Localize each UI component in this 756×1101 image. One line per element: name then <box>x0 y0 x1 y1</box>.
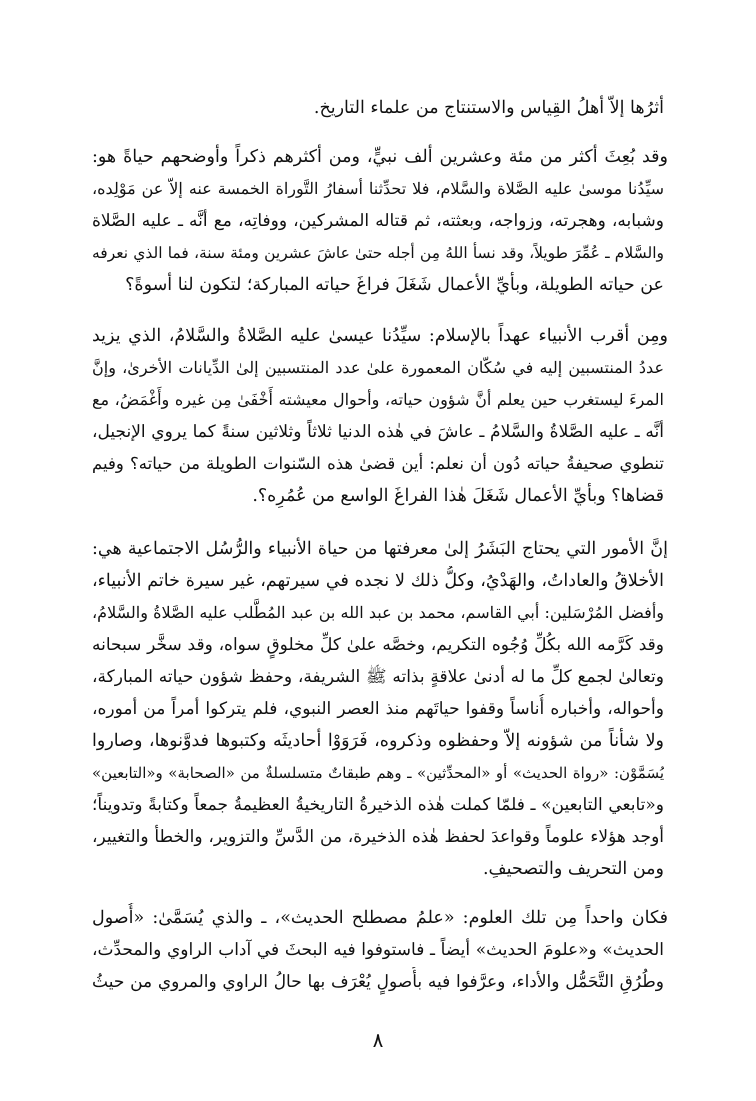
text-line: وأحواله، وأخباره أُناساً وقفوا حياتَهم منذ العصر النبوي، فلم يتركوا أمراً من أموره، <box>92 699 664 719</box>
text-line: ومِن أقرب الأنبياء عهداً بالإسلام: سيِّدُنا عيسىٰ عليه الصَّلاةُ والسَّلامُ، الذي يزيد <box>92 326 668 346</box>
text-line: المرءَ ليستغرب حين يعلم أنَّ شؤون حياته، وأحوال معيشته أَخْفَىٰ مِن غيره وأَغْمَضُ، مع <box>92 390 664 409</box>
text-line: عددُ المنتسبين إليه في سُكّان المعمورة علىٰ عدد المنتسبين إلىٰ الدِّيانات الأخرىٰ، وإنَّ <box>92 358 664 377</box>
text-line: وطُرُقِ التَّحَمُّل والأداء، وعرَّفوا فيه بأُصولٍ يُعْرَف بها حالُ الراوي والمروي من حيثُ <box>92 972 664 992</box>
text-line: فكان واحداً مِن تلك العلوم: «علمُ مصطلح الحديث»، ـ والذي يُسَمَّىٰ: «أُصول <box>92 908 668 928</box>
text-line: وتعالىٰ لجمع كلِّ ما له أدنىٰ علاقةٍ بذاته ﷺ الشريفة، وحفظ شؤون حياته المباركة، <box>92 667 664 687</box>
text-line: ومن التحريف والتصحيفِ. <box>482 859 664 879</box>
text-line: الأخلاقُ والعاداتُ، والهَدْيُ، وكلُّ ذلك لا نجده في سيرتهم، غير سيرة خاتم الأنبياء، <box>92 571 664 591</box>
text-line: أوجد هؤلاء علوماً وقواعدَ لحفظ هٰذه الذخيرة، من الدَّسِّ والتزوير، والخطأ والتغيير، <box>92 827 664 847</box>
text-line: قضاها؟ وبأيِّ الأعمال شَغَلَ هٰذا الفراغَ الواسع من عُمُرِه؟. <box>252 486 664 506</box>
page-number: ٨ <box>372 1028 384 1052</box>
text-line: سيِّدُنا موسىٰ عليه الصَّلاة والسَّلام، فلا تحدِّثنا أسفارُ التَّوراة الخمسة عنه إلاّ عن مَوْلِده، <box>92 179 664 198</box>
text-line: وقد كَرَّمه الله بكُلِّ وُجُوه التكريم، وخصَّه علىٰ كلِّ مخلوقٍ سواه، وقد سخَّر سبحانه <box>92 635 664 655</box>
text-line: تنطوي صحيفةُ حياته دُون أن نعلم: أين قضىٰ هذه السّنوات الطويلة من حياته؟ وفيم <box>92 454 664 473</box>
text-line: والسَّلام ـ عُمِّرَ طويلاً، وقد نسأ اللهُ مِن أجله حتىٰ عاشَ عشرين ومئة سنة، فما الذي نعرفه <box>92 244 664 262</box>
text-line: أنَّه ـ عليه الصَّلاةُ والسَّلامُ ـ عاشَ في هٰذه الدنيا ثلاثاً وثلاثين سنةً كما يروي الإنجيل، <box>92 422 664 442</box>
text-line: إنَّ الأمور التي يحتاج البَشَرُ إلىٰ معرفتها من حياة الأنبياء والرُّسُل الاجتماعية هي: <box>92 539 668 559</box>
text-line: الحديث» و«علومَ الحديث» أيضاً ـ فاستوفوا فيه البحثَ في آداب الراوي والمحدِّث، <box>92 940 664 960</box>
text-line: وقد بُعِثَ أكثر من مئة وعشرين ألف نبيٍّ، ومن أكثرهم ذكراً وأوضحهم حياةً هو: <box>92 147 668 167</box>
text-line: وشبابه، وهجرته، وزواجه، وبعثته، ثم قتاله المشركين، ووفاتِه، مع أنَّه ـ عليه الصَّلاة <box>92 211 664 231</box>
text-line: أثرُها إلاّ أهلُ القِياس والاستنتاج من علماء التاريخ. <box>313 98 664 118</box>
text-line: و«تابعي التابعين» ـ فلمّا كملت هٰذه الذخيرةُ التاريخيةُ العظيمةُ جمعاً وكتابةً وتدويناً؛ <box>92 795 664 815</box>
text-line: يُسَمَّوْن: «رواة الحديث» أو «المحدِّثين» ـ وهم طبقاتٌ متسلسلةٌ من «الصحابة» و«التابعين» <box>92 764 664 782</box>
text-line: عن حياته الطويلة، وبأيِّ الأعمال شَغَلَ فراغَ حياته المباركة؛ لتكون لنا أسوةً؟ <box>125 275 664 295</box>
text-line: ولا شأناً من شؤونه إلاّ وحفظوه وذكروه، فَرَوَوْا أحاديثَه وكتبوها فدوَّنوها، وصاروا <box>92 731 664 751</box>
text-line: وأفضل المُرْسَلين: أبي القاسم، محمد بن عبد الله بن عبد المُطَّلب عليه الصَّلاةُ والسَّلامُ، <box>92 603 664 622</box>
